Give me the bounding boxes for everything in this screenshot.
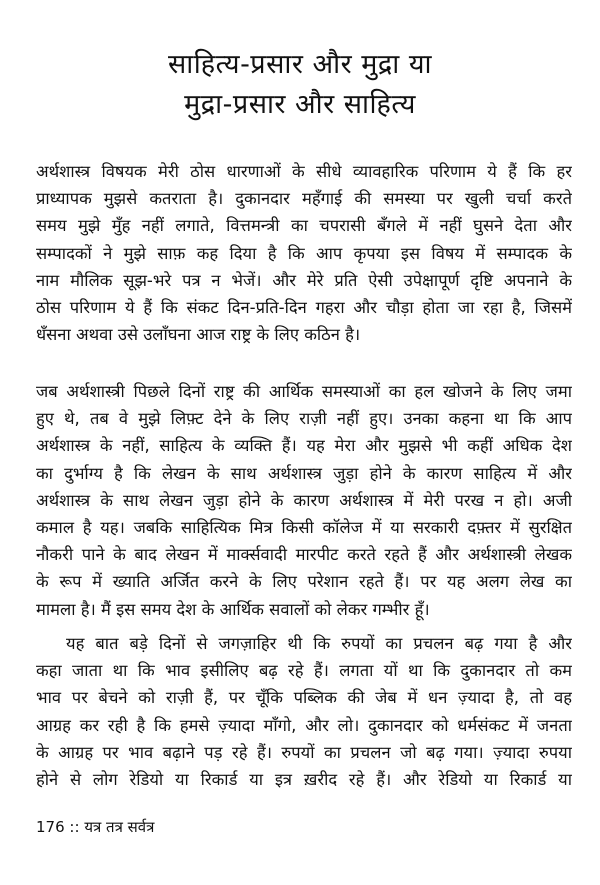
text-line: नाम मौलिक सूझ-भरे पत्र न भेजें। और मेरे प्रति ऐसी उपेक्षापूर्ण दृष्टि अपनाने के [36,270,572,290]
text-line: प्राध्यापक मुझसे कतराता है। दुकानदार महँगाई की समस्या पर खुली चर्चा करते [36,189,572,209]
text-line: कमाल है यह। जबकि साहित्यिक मित्र किसी कॉलेज में या सरकारी दफ़्तर में सुरक्षित [36,517,572,537]
text-line: कहा जाता था कि भाव इसीलिए बढ़ रहे हैं। लगता यों था कि दुकानदार तो कम [36,661,572,681]
text-line: मामला है। मैं इस समय देश के आर्थिक सवालों को लेकर गम्भीर हूँ। [36,599,430,619]
text-line: अर्थशास्त्र विषयक मेरी ठोस धारणाओं के सीधे व्यावहारिक परिणाम ये हैं कि हर [36,162,572,181]
text-line: आग्रह कर रही है कि हमसे ज़्यादा माँगो, और लो। दुकानदार को धर्मसंकट में जनता [36,715,572,735]
paragraph-3 [36,630,572,793]
text-line: हुए थे, तब वे मुझे लिफ़्ट देने के लिए राज़ी नहीं हुए। उनका कहना था कि आप [36,409,572,429]
text-line: नौकरी पाने के बाद लेखन में मार्क्सवादी मारपीट करते रहते हैं और अर्थशास्त्री लेखक [36,545,572,565]
text-line: धँसना अथवा उसे उलाँघना आज राष्ट्र के लिए कठिन है। [36,325,361,345]
chapter-title-line-1: साहित्य-प्रसार और मुद्रा या [168,49,432,80]
text-line: जब अर्थशास्त्री पिछले दिनों राष्ट्र की आर्थिक समस्याओं का हल खोजने के लिए जमा [36,382,572,401]
text-line: समय मुझे मुँह नहीं लगाते, वित्तमन्त्री का चपरासी बँगले में नहीं घुसने देता और [36,216,572,236]
text-line: भाव पर बेचने को राज़ी हैं, पर चूँकि पब्लिक की जेब में धन ज़्यादा है, तो वह [36,688,572,708]
text-line: यह बात बड़े दिनों से जगज़ाहिर थी कि रुपयों का प्रचलन बढ़ गया है और [66,634,572,653]
running-book-title: यत्र तत्र सर्वत्र [84,818,155,836]
text-line: अर्थशास्त्र के साथ लेखन जुड़ा होने के कारण अर्थशास्त्र में मेरी परख न हो। अजी [36,490,572,510]
text-line: होने से लोग रेडियो या रिकार्ड या इत्र ख़रीद रहे हैं। और रेडियो या रिकार्ड या [36,769,572,789]
paragraph-2 [36,378,572,623]
text-line: के आग्रह पर भाव बढ़ाने पड़ रहे हैं। रुपयों का प्रचलन जो बढ़ गया। ज़्यादा रुपया [36,742,572,762]
page-footer [36,816,154,838]
text-line: के रूप में ख्याति अर्जित करने के लिए परेशान रहते हैं। पर यह अलग लेख का [36,572,572,592]
text-line: ठोस परिणाम ये हैं कि संकट दिन-प्रति-दिन गहरा और चौड़ा होता जा रहा है, जिसमें [36,297,572,317]
text-line: का दुर्भाग्य है कि लेखन के साथ अर्थशास्त्र जुड़ा होने के कारण साहित्य में और [36,463,572,483]
footer-separator: :: [69,818,80,836]
text-line: अर्थशास्त्र के नहीं, साहित्य के व्यक्ति हैं। यह मेरा और मुझसे भी कहीं अधिक देश [36,436,572,456]
chapter-title-line-2: मुद्रा-प्रसार और साहित्य [184,89,416,120]
text-line: सम्पादकों ने मुझे साफ़ कह दिया है कि आप कृपया इस विषय में सम्पादक के [36,243,572,263]
paragraph-1 [36,158,572,348]
page-number: 176 [36,818,65,836]
